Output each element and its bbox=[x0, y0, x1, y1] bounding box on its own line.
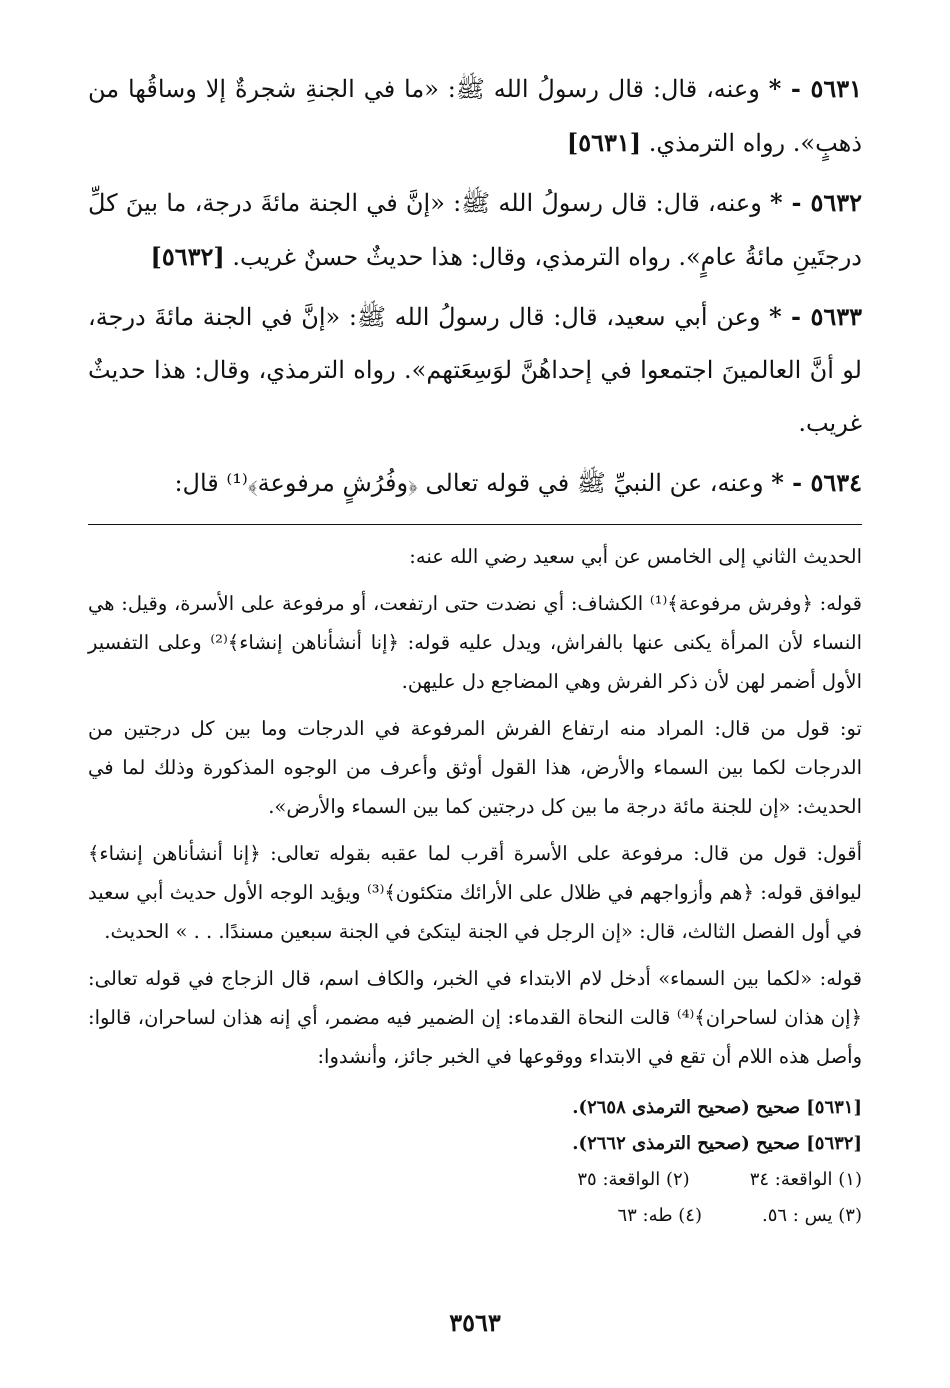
hadith-number: ٥٦٣١ - * bbox=[768, 74, 862, 103]
grading-note: [٥٦٣١] صحيح (صحيح الترمذى ٢٦٥٨). bbox=[572, 1097, 862, 1118]
hadith-text: وعنه، قال: قال رسولُ الله ﷺ: «ما في الجنةِ شجرةٌ إلا وساقُها من ذهبٍ». رواه الترمذي. bbox=[88, 75, 862, 157]
footnote-3: (٣) يس : ٥٦. bbox=[762, 1205, 862, 1226]
hadith-reference: [٥٦٣١] bbox=[566, 128, 642, 157]
grading-note: [٥٦٣٢] صحيح (صحيح الترمذى ٢٦٦٢). bbox=[572, 1133, 862, 1154]
footnote-4: (٤) طه: ٦٣ bbox=[617, 1205, 702, 1226]
hadith-5633 bbox=[88, 290, 862, 450]
hadith-number: ٥٦٣٤ - * bbox=[771, 468, 862, 497]
hadith-5634 bbox=[88, 456, 862, 510]
hadith-5632 bbox=[88, 176, 862, 284]
commentary-paragraph: تو: قول من قال: المراد منه ارتفاع الفرش المرفوعة في الدرجات وما بين كل درجتين من الدرجات لكما بين السماء والأرض، هذا القول أوثق وأعرف من الوجوه المذكورة وذلك لما في الحديث: «إن للجنة مائة درجة ما بين كل درجتين كما بين السماء والأرض». bbox=[88, 717, 862, 818]
footnotes bbox=[88, 1090, 862, 1234]
footnote-1: (١) الواقعة: ٣٤ bbox=[749, 1169, 862, 1190]
page-number: ٣٥٦٣ bbox=[449, 1308, 501, 1337]
hadith-reference: [٥٦٣٢] bbox=[150, 242, 225, 271]
footnote-2: (٢) الواقعة: ٣٥ bbox=[577, 1169, 690, 1190]
page-body bbox=[88, 62, 862, 1234]
hadith-text: وعن أبي سعيد، قال: قال رسولُ الله ﷺ: «إنَّ في الجنة مائةَ درجة، لو أنَّ العالمينَ اجتمعوا في إحداهُنَّ لوَسِعَتهم». رواه الترمذي، وقال: هذا حديثٌ غريب. bbox=[88, 303, 862, 437]
commentary-paragraph: قوله: «لكما بين السماء» أدخل لام الابتداء في الخبر، والكاف اسم، قال الزجاج في قوله تعالى: ﴿إن هذان لساحران﴾⁽⁴⁾ قالت النحاة القدماء: إن الضمير فيه مضمر، أي إنه هذان لساحران، قالوا: وأصل هذه اللام أن تقع في الابتداء ووقوعها في الخبر جائز، وأنشدوا: bbox=[88, 967, 862, 1068]
commentary-intro: الحديث الثاني إلى الخامس عن أبي سعيد رضي الله عنه: bbox=[409, 545, 862, 568]
hadith-5631 bbox=[88, 62, 862, 170]
footnote-row bbox=[88, 1162, 862, 1198]
footnote-row bbox=[88, 1198, 862, 1234]
commentary-paragraph: أقول: قول من قال: مرفوعة على الأسرة أقرب لما عقبه بقوله تعالى: ﴿إنا أنشأناهن إنشاء﴾ ليوافق قوله: ﴿هم وأزواجهم في ظلال على الأرائك متكئون﴾⁽³⁾ ويؤيد الوجه الأول حديث أبي سعيد في أول الفصل الثالث، قال: «إن الرجل في الجنة ليتكئ في الجنة سبعين مسندًا. . . » الحديث. bbox=[88, 842, 862, 943]
hadith-text: وعنه، عن النبيِّ ﷺ في قوله تعالى ﴿وفُرُشٍ مرفوعة﴾⁽¹⁾ قال: bbox=[174, 469, 764, 497]
hadith-number: ٥٦٣٢ - * bbox=[770, 188, 862, 217]
section-divider bbox=[88, 524, 862, 525]
commentary-paragraph: قوله: ﴿وفرش مرفوعة﴾⁽¹⁾ الكشاف: أي نضدت حتى ارتفعت، أو مرفوعة على الأسرة، وقيل: هي النساء لأن المرأة يكنى عنها بالفراش، ويدل عليه قوله: ﴿إنا أنشأناهن إنشاء﴾⁽²⁾ وعلى التفسير الأول أضمر لهن لأن ذكر الفرش وهي المضاجع دل عليهن. bbox=[88, 592, 863, 693]
hadith-number: ٥٦٣٣ - * bbox=[769, 302, 862, 331]
hadith-text: وعنه، قال: قال رسولُ الله ﷺ: «إنَّ في الجنة مائةَ درجة، ما بينَ كلِّ درجتَينِ مائةُ عامٍ». رواه الترمذي، وقال: هذا حديثٌ حسنٌ غريب. bbox=[88, 189, 862, 271]
